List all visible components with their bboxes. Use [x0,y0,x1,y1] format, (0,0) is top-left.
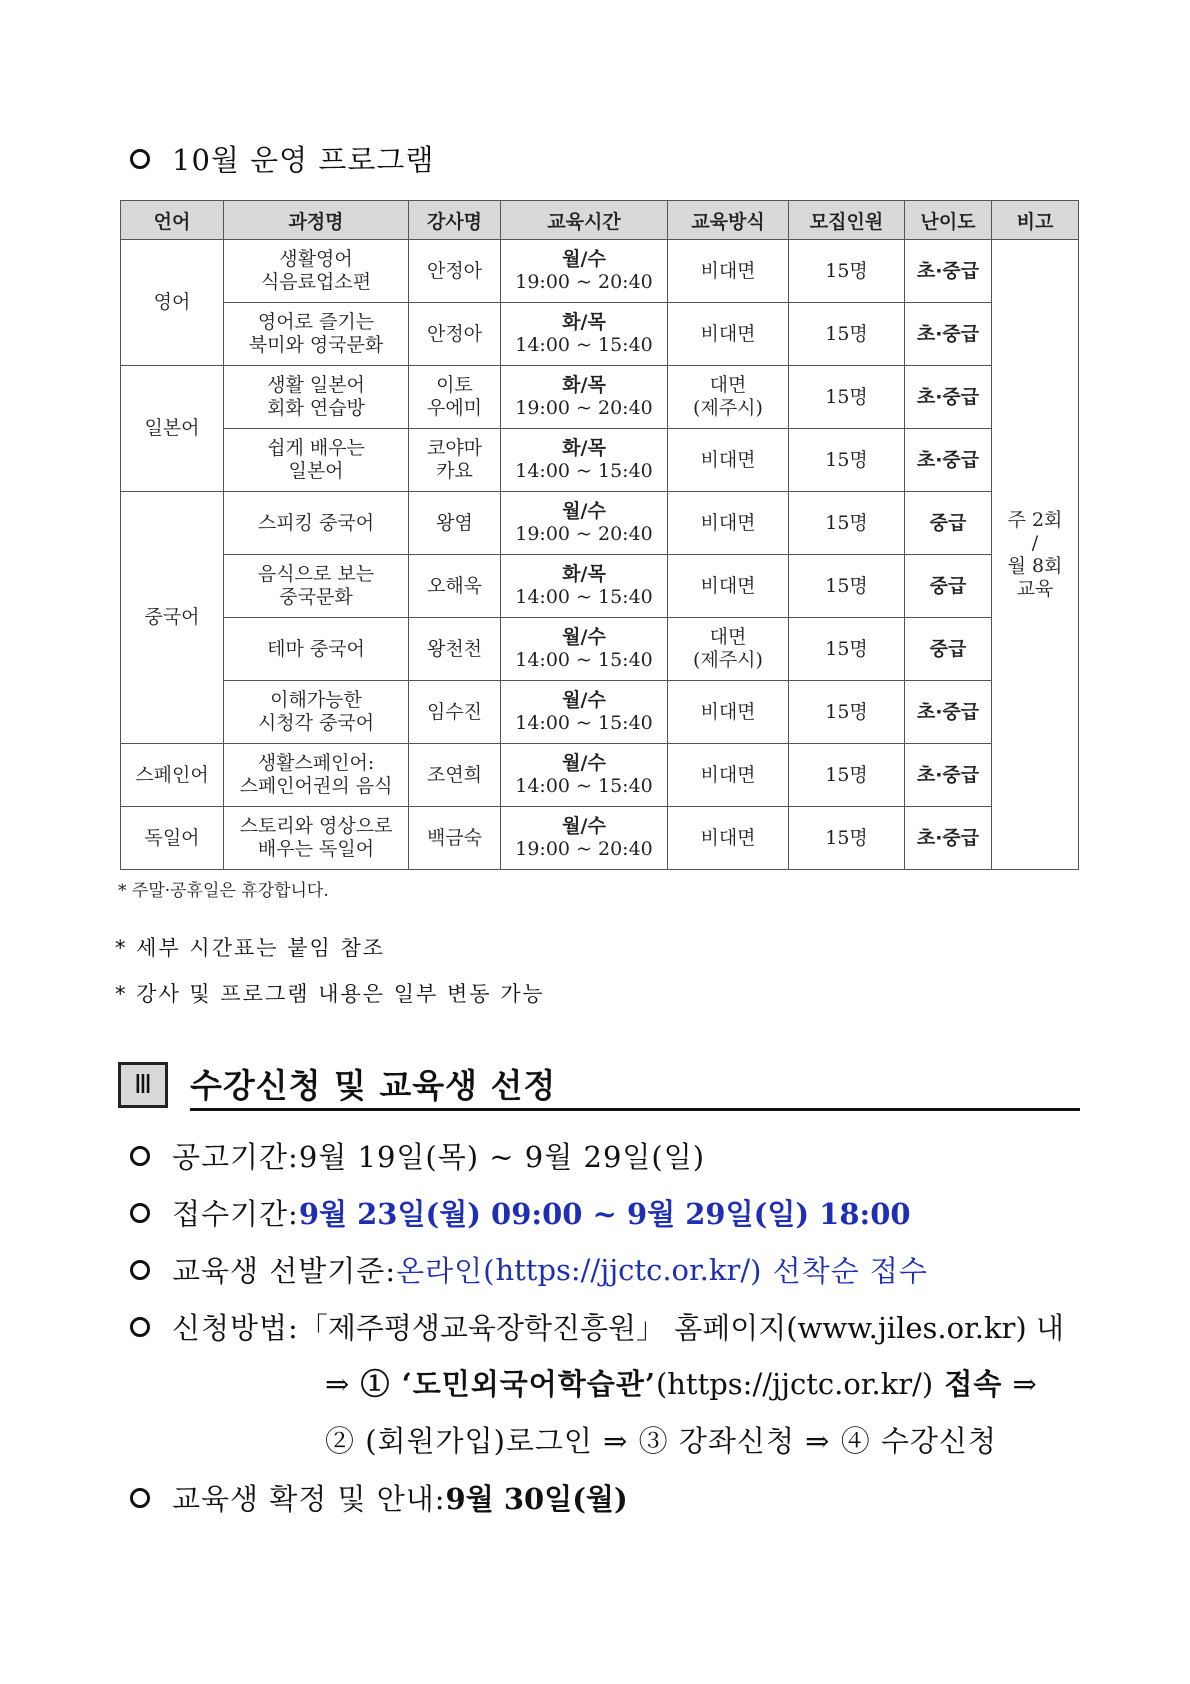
cell-line: 월 8회 [1007,554,1063,577]
item-label: 교육생 선발기준: [172,1254,397,1288]
cell-line: 일본어 [288,460,344,482]
item-value-pre: 온라인( [396,1254,496,1288]
cell-line: 조연희 [426,763,483,786]
column-header: 언어 [121,201,224,240]
item-confirmation [130,1477,628,1518]
time-cell [501,429,668,492]
teacher-cell [409,618,501,681]
cell-line: 비대면 [700,574,756,597]
remark-cell [992,240,1079,870]
method-cell [668,303,789,366]
method-cell [668,492,789,555]
time-range: 14:00 ~ 15:40 [515,649,653,671]
cell-line: 시청각 중국어 [257,712,375,734]
cell-line: 영어로 즐기는 [257,311,375,333]
cell-line: 회화 연습방 [267,397,365,419]
teacher-cell [409,492,501,555]
arrow-icon: ⇒ [1002,1367,1038,1401]
time-range: 14:00 ~ 15:40 [515,712,653,734]
cell-line: 이토 [436,374,473,396]
cell-line: 주 2회 [1007,508,1063,531]
cell-line: 임수진 [426,700,483,723]
cell-line: 음식으로 보는 [257,563,375,585]
column-header: 모집인원 [789,201,905,240]
course-cell [224,744,409,807]
method-cell [668,618,789,681]
table-row [121,240,1079,303]
cell-line: 왕염 [436,511,473,534]
column-header: 난이도 [905,201,992,240]
step-line-1 [325,1362,1038,1403]
language-cell: 스페인어 [121,744,224,807]
time-days: 화/목 [562,437,606,459]
cell-line: 코야마 [426,437,483,459]
method-cell [668,240,789,303]
cell-line: 스피킹 중국어 [257,511,375,534]
cell-line: 비대면 [700,511,756,534]
time-days: 월/수 [562,689,606,711]
table-row [121,807,1079,870]
teacher-cell [409,429,501,492]
cell-line: 생활스페인어: [257,752,375,774]
course-cell [224,303,409,366]
item-value: 9월 23일(월) 09:00 ~ 9월 29일(일) 18:00 [298,1197,911,1231]
time-days: 화/목 [562,374,606,396]
cell-line: 북미와 영국문화 [248,334,384,356]
step-1-connect: 접속 [933,1367,1003,1401]
time-range: 14:00 ~ 15:40 [515,460,653,482]
cell-line: / [1031,531,1039,554]
column-header: 비고 [992,201,1079,240]
item-label: 신청방법: [172,1311,299,1345]
time-days: 월/수 [562,815,606,837]
language-cell: 중국어 [121,492,224,744]
schedule-note: * 세부 시간표는 붙임 참조 [115,936,386,960]
cell-line: 생활 일본어 [267,374,365,396]
table-row [121,429,1079,492]
item-value: 「제주평생교육장학진흥원」 홈페이지(www.jiles.or.kr) 내 [298,1311,1064,1345]
time-cell [501,618,668,681]
teacher-cell [409,303,501,366]
time-range: 14:00 ~ 15:40 [515,775,653,797]
time-range: 19:00 ~ 20:40 [515,271,653,293]
teacher-cell [409,555,501,618]
teacher-cell [409,240,501,303]
method-cell [668,744,789,807]
cell-line: (제주시) [693,397,763,419]
cell-line: 비대면 [700,700,756,723]
table-body [121,240,1079,870]
count-cell: 15명 [789,744,905,807]
cell-line: 이해가능한 [270,689,362,711]
item-application-period [130,1192,911,1233]
course-cell [224,618,409,681]
cell-line: 스토리와 영상으로 [239,815,393,837]
time-cell [501,681,668,744]
time-cell [501,744,668,807]
cell-line: 비대면 [700,322,756,345]
table-row [121,555,1079,618]
item-application-method [130,1306,1064,1347]
circle-bullet-icon [130,1146,150,1166]
level-cell: 초·중급 [905,681,992,744]
step-1-label: ① ‘도민외국어학습관’ [360,1367,656,1401]
arrow-icon: ⇒ [325,1367,361,1401]
time-days: 월/수 [562,626,606,648]
cell-line: 쉽게 배우는 [267,437,365,459]
time-cell [501,555,668,618]
item-label: 교육생 확정 및 안내: [172,1482,446,1516]
cell-line: 백금숙 [426,826,483,849]
language-cell: 일본어 [121,366,224,492]
level-cell: 초·중급 [905,366,992,429]
count-cell: 15명 [789,807,905,870]
method-cell [668,681,789,744]
cell-line: 비대면 [700,448,756,471]
course-cell [224,366,409,429]
time-days: 화/목 [562,311,606,333]
count-cell: 15명 [789,366,905,429]
column-header: 교육시간 [501,201,668,240]
time-cell [501,240,668,303]
teacher-cell [409,744,501,807]
holiday-note: * 주말·공휴일은 휴강합니다. [118,881,329,901]
item-value-post: ) 선착순 접수 [750,1254,928,1288]
cell-line: 식음료업소편 [260,271,372,293]
cell-line: (제주시) [693,649,763,671]
course-cell [224,681,409,744]
cell-line: 중국문화 [279,586,353,608]
table-row [121,366,1079,429]
cell-line: 안정아 [426,259,483,282]
method-cell [668,555,789,618]
time-cell [501,807,668,870]
time-cell [501,303,668,366]
section-title: 수강신청 및 교육생 선정 [190,1066,557,1105]
table-row [121,681,1079,744]
section-oct-title: 10월 운영 프로그램 [172,143,435,177]
time-cell [501,492,668,555]
section-number-box [118,1062,168,1108]
cell-line: 생활영어 [279,248,353,270]
time-days: 월/수 [562,248,606,270]
circle-bullet-icon [130,1260,150,1280]
cell-line: 배우는 독일어 [257,838,375,860]
section-number: Ⅲ [134,1070,152,1100]
item-label: 공고기간: [172,1140,299,1174]
cell-line: 대면 [709,626,747,648]
table-header-row [121,201,1079,240]
table-row [121,303,1079,366]
column-header: 강사명 [409,201,501,240]
cell-line: 대면 [709,374,747,396]
jjctc-link[interactable]: https://jjctc.or.kr/ [495,1252,751,1287]
item-notice-period [130,1135,705,1176]
column-header: 과정명 [224,201,409,240]
time-range: 14:00 ~ 15:40 [515,334,653,356]
cell-line: 비대면 [700,259,756,282]
count-cell: 15명 [789,618,905,681]
language-cell: 독일어 [121,807,224,870]
time-range: 19:00 ~ 20:40 [515,838,653,860]
item-value: 9월 19일(목) ~ 9월 29일(일) [298,1140,706,1174]
method-cell [668,429,789,492]
cell-line: 우에미 [426,397,483,419]
count-cell: 15명 [789,240,905,303]
circle-bullet-icon [130,149,150,169]
table-row [121,618,1079,681]
time-range: 19:00 ~ 20:40 [515,523,653,545]
teacher-cell [409,807,501,870]
time-cell [501,366,668,429]
cell-line: 왕천천 [426,637,483,660]
teacher-cell [409,681,501,744]
level-cell: 초·중급 [905,744,992,807]
method-cell [668,366,789,429]
section-divider [190,1108,1080,1111]
section-oct-heading [130,138,434,179]
cell-line: 비대면 [700,826,756,849]
time-days: 월/수 [562,752,606,774]
time-days: 화/목 [562,563,606,585]
method-cell [668,807,789,870]
circle-bullet-icon [130,1203,150,1223]
count-cell: 15명 [789,681,905,744]
teacher-cell [409,366,501,429]
level-cell: 초·중급 [905,240,992,303]
circle-bullet-icon [130,1317,150,1337]
column-header: 교육방식 [668,201,789,240]
count-cell: 15명 [789,492,905,555]
cell-line: 테마 중국어 [267,637,365,660]
table-row [121,744,1079,807]
count-cell: 15명 [789,303,905,366]
course-cell [224,807,409,870]
level-cell: 초·중급 [905,429,992,492]
cell-line: 오해욱 [426,574,483,597]
item-selection-criteria [130,1249,928,1290]
language-cell: 영어 [121,240,224,366]
count-cell: 15명 [789,555,905,618]
level-cell: 중급 [905,555,992,618]
cell-line: 비대면 [700,763,756,786]
time-range: 14:00 ~ 15:40 [515,586,653,608]
time-range: 19:00 ~ 20:40 [515,397,653,419]
level-cell: 중급 [905,492,992,555]
course-cell [224,492,409,555]
level-cell: 초·중급 [905,807,992,870]
cell-line: 스페인어권의 음식 [239,775,393,797]
time-days: 월/수 [562,500,606,522]
course-cell [224,429,409,492]
cell-line: 카요 [436,460,473,482]
change-note: * 강사 및 프로그램 내용은 일부 변동 가능 [115,982,545,1006]
circle-bullet-icon [130,1488,150,1508]
level-cell: 중급 [905,618,992,681]
course-cell [224,555,409,618]
item-value: 9월 30일(월) [445,1482,628,1516]
course-cell [224,240,409,303]
program-table [120,200,1079,870]
cell-line: 안정아 [426,322,483,345]
item-label: 접수기간: [172,1197,299,1231]
level-cell: 초·중급 [905,303,992,366]
table-row [121,492,1079,555]
step-line-2: ② (회원가입)로그인 ⇒ ③ 강좌신청 ⇒ ④ 수강신청 [325,1424,997,1458]
count-cell: 15명 [789,429,905,492]
cell-line: 교육 [1016,577,1054,600]
step-1-url[interactable]: (https://jjctc.or.kr/) [655,1367,934,1401]
